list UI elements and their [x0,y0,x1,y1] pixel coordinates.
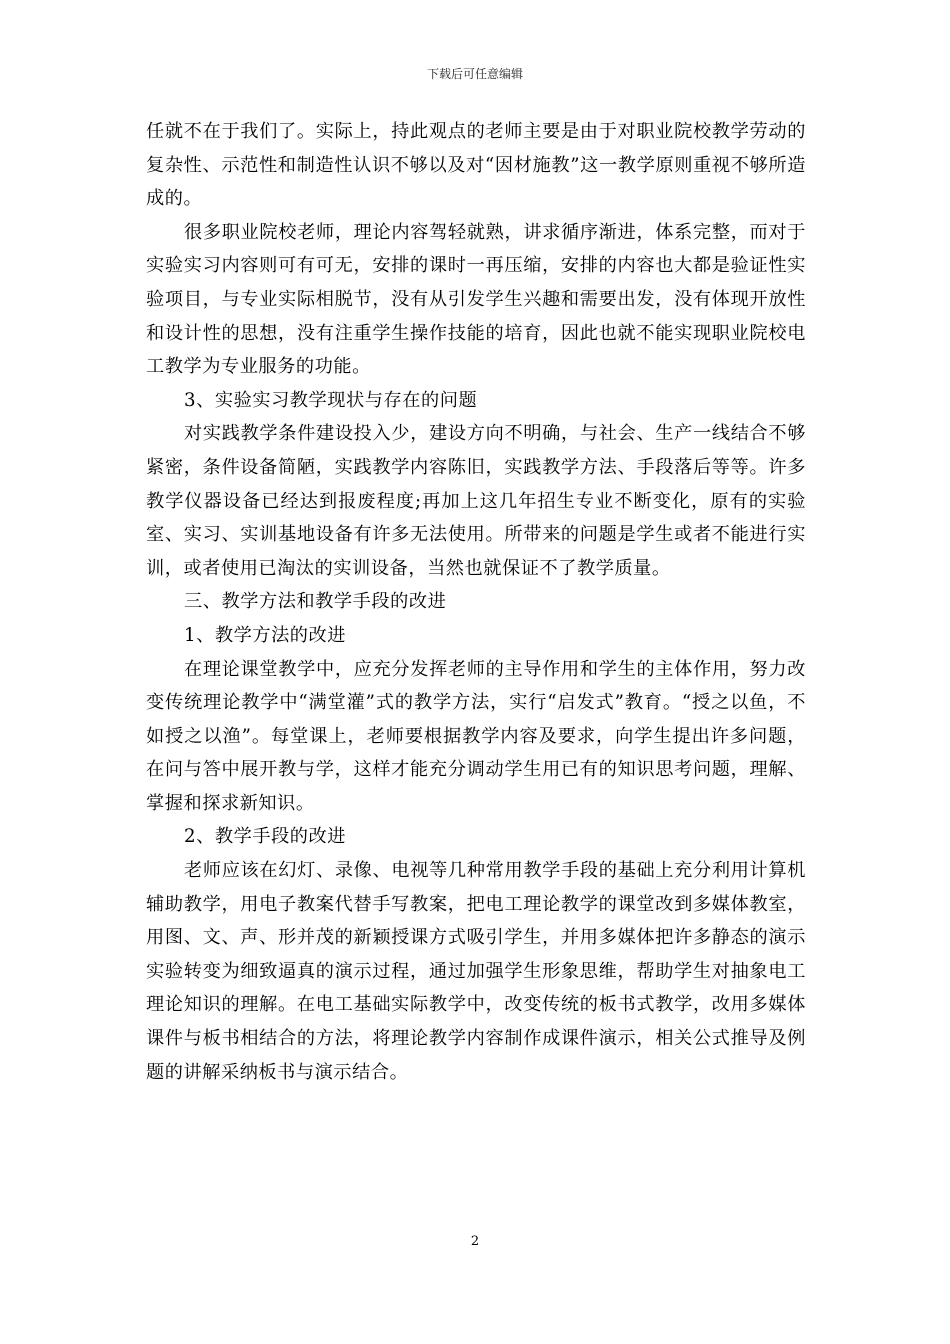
paragraph-continuation: 任就不在于我们了。实际上，持此观点的老师主要是由于对职业院校教学劳动的复杂性、示范性和制造性认识不够以及对“因材施教”这一教学原则重视不够所造成的。 [146,121,806,210]
page-number: 2 [470,1234,480,1249]
subsection-heading-teaching-method: 1、教学方法的改进 [184,624,347,646]
paragraph-practice-conditions: 对实践教学条件建设投入少，建设方向不明确，与社会、生产一线结合不够紧密，条件设备简陋，实践教学内容陈旧，实践教学方法、手段落后等等。许多教学仪器设备已经达到报废程度;再加上这几年招生专业不断变化，原有的实验室、实习、实训基地设备有许多无法使用。所带来的问题是学生或者不能进行实训，或者使用已淘汰的实训设备，当然也就保证不了教学质量。 [146,423,806,579]
page-header: 下载后可任意编辑 [426,67,523,81]
paragraph-theory-emphasis: 很多职业院校老师，理论内容驾轻就熟，讲求循序渐进，体系完整，而对于实验实习内容则可有可无，安排的课时一再压缩，安排的内容也大都是验证性实验项目，与专业实际相脱节，没有从引发学生兴趣和需要出发，没有体现开放性和设计性的思想，没有注重学生操作技能的培育，因此也就不能实现职业院校电工教学为专业服务的功能。 [146,221,806,378]
paragraph-teaching-method: 在理论课堂教学中，应充分发挥老师的主导作用和学生的主体作用，努力改变传统理论教学中“满堂灌”式的教学方法，实行“启发式”教育。“授之以鱼，不如授之以渔”。每堂课上，老师要根据教学内容及要求，向学生提出许多问题，在问与答中展开教与学，这样才能充分调动学生用已有的知识思考问题，理解、掌握和探求新知识。 [146,658,806,814]
section-heading-experiment-status: 3、实验实习教学现状与存在的问题 [184,389,478,411]
document-body [146,115,806,1089]
subsection-heading-teaching-means: 2、教学手段的改进 [184,826,347,848]
paragraph-teaching-means: 老师应该在幻灯、录像、电视等几种常用教学手段的基础上充分利用计算机辅助教学，用电子教案代替手写教案，把电工理论教学的课堂改到多媒体教室，用图、文、声、形并茂的新颖授课方式吸引学生，并用多媒体把许多静态的演示实验转变为细致逼真的演示过程，通过加强学生形象思维，帮助学生对抽象电工理论知识的理解。在电工基础实际教学中，改变传统的板书式教学，改用多媒体课件与板书相结合的方法，将理论教学内容制作成课件演示，相关公式推导及例题的讲解采纳板书与演示结合。 [146,860,806,1083]
section-heading-methods-improvement: 三、教学方法和教学手段的改进 [184,591,447,613]
